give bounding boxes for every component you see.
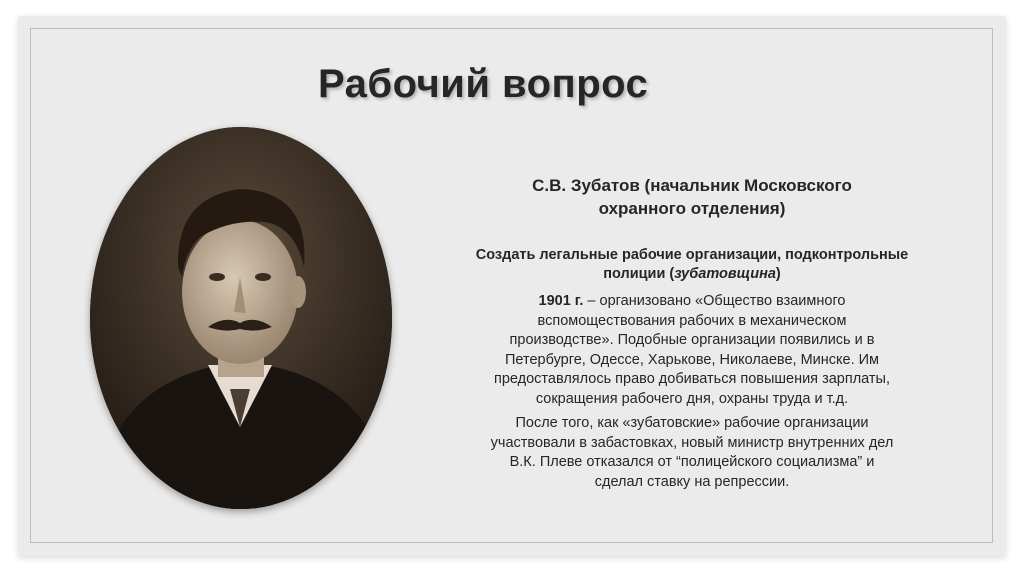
goal-suffix: ): [775, 266, 781, 282]
year-label: 1901 г.: [538, 293, 584, 309]
paragraph-line: Петербурге, Одессе, Харькове, Николаеве, Минске. Им: [504, 351, 880, 368]
paragraph-line: участвовали в забастовках, новый министр внутренних дел: [490, 434, 894, 451]
paragraph-line: [442, 292, 942, 312]
goal-term: зубатовщина: [674, 266, 776, 282]
goal-line: Создать легальные рабочие организации, подконтрольные: [475, 247, 909, 263]
subject-line: С.В. Зубатов (начальник Московского: [532, 176, 852, 195]
subject-line: охранного отделения): [598, 199, 786, 218]
paragraph-text: – организовано «Общество взаимного: [583, 293, 846, 309]
slide-title: Рабочий вопрос: [318, 62, 649, 106]
paragraph-line: сделал ставку на репрессии.: [594, 473, 790, 490]
goal-statement: [442, 246, 942, 284]
paragraph-line: предоставлялось право добиваться повышения зарплаты,: [494, 371, 890, 387]
paragraph-pleve: [442, 414, 942, 492]
goal-line: [442, 265, 942, 284]
goal-prefix: полиции (: [603, 266, 675, 282]
paragraph-line: В.К. Плеве отказался от “полицейского социализма” и: [509, 454, 875, 470]
paragraph-line: вспомоществования рабочих в механическом: [537, 312, 847, 329]
portrait-photo: [90, 127, 392, 509]
paragraph-line: сокращения рабочего дня, охраны труда и т.д.: [535, 390, 849, 407]
paragraph-1901: [442, 292, 942, 409]
subject-caption: [442, 174, 942, 220]
paragraph-line: После того, как «зубатовские» рабочие организации: [515, 415, 869, 431]
paragraph-line: производстве». Подобные организации появились и в: [509, 332, 875, 348]
portrait-illustration: [90, 127, 392, 509]
